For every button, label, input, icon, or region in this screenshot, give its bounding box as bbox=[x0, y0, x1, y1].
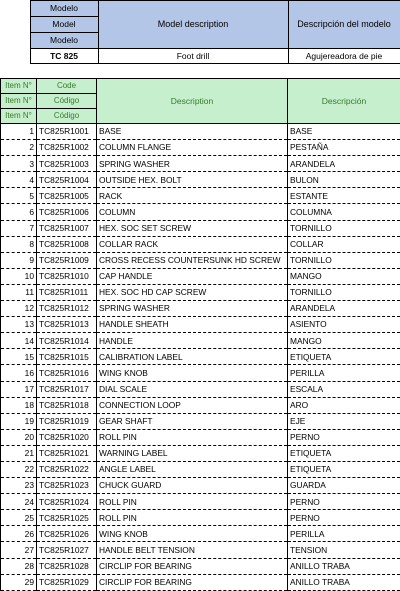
item-number-cell: 16 bbox=[1, 365, 37, 381]
item-number-header: Item N° bbox=[1, 94, 37, 109]
parts-header-row bbox=[1, 79, 400, 94]
part-code-cell: TC825R1020 bbox=[37, 429, 97, 445]
item-number-cell: 19 bbox=[1, 413, 37, 429]
table-row bbox=[1, 156, 400, 172]
part-description-es-cell: ASIENTO bbox=[288, 317, 400, 333]
part-description-cell: CROSS RECESS COUNTERSUNK HD SCREW bbox=[97, 252, 288, 268]
part-description-cell: HANDLE BELT TENSION bbox=[97, 542, 288, 558]
item-number-cell: 9 bbox=[1, 252, 37, 268]
part-description-cell: ROLL PIN bbox=[97, 429, 288, 445]
part-description-es-cell: COLLAR bbox=[288, 236, 400, 252]
table-row bbox=[1, 478, 400, 494]
item-number-cell: 6 bbox=[1, 204, 37, 220]
part-description-cell: HEX. SOC SET SCREW bbox=[97, 220, 288, 236]
model-description-header: Model description bbox=[98, 1, 288, 49]
part-description-cell: OUTSIDE HEX. BOLT bbox=[97, 172, 288, 188]
table-row bbox=[1, 558, 400, 574]
item-number-cell: 25 bbox=[1, 510, 37, 526]
part-description-es-cell: ETIQUETA bbox=[288, 349, 400, 365]
table-row bbox=[1, 510, 400, 526]
part-description-es-cell: MANGO bbox=[288, 268, 400, 284]
lead-cell bbox=[0, 33, 30, 49]
part-description-cell: WING KNOB bbox=[97, 526, 288, 542]
code-header: Code bbox=[37, 79, 97, 94]
parts-body bbox=[1, 124, 400, 591]
code-header: Código bbox=[37, 109, 97, 124]
table-row bbox=[1, 317, 400, 333]
table-row bbox=[1, 574, 400, 590]
part-code-cell: TC825R1027 bbox=[37, 542, 97, 558]
table-row bbox=[1, 236, 400, 252]
part-code-cell: TC825R1025 bbox=[37, 510, 97, 526]
part-code-cell: TC825R1004 bbox=[37, 172, 97, 188]
item-number-cell: 21 bbox=[1, 445, 37, 461]
part-description-es-cell: COLUMNA bbox=[288, 204, 400, 220]
part-code-cell: TC825R1019 bbox=[37, 413, 97, 429]
part-description-es-cell: BULON bbox=[288, 172, 400, 188]
model-label: Model bbox=[30, 17, 98, 33]
part-description-cell: SPRING WASHER bbox=[97, 156, 288, 172]
part-description-cell: ROLL PIN bbox=[97, 494, 288, 510]
part-code-cell: TC825R1012 bbox=[37, 301, 97, 317]
part-code-cell: TC825R1006 bbox=[37, 204, 97, 220]
item-number-cell: 22 bbox=[1, 461, 37, 477]
item-number-cell: 7 bbox=[1, 220, 37, 236]
model-code: TC 825 bbox=[30, 49, 98, 64]
part-description-es-cell: PERNO bbox=[288, 510, 400, 526]
part-code-cell: TC825R1003 bbox=[37, 156, 97, 172]
description-es-header: Descripción bbox=[288, 79, 400, 124]
part-description-es-cell: TORNILLO bbox=[288, 252, 400, 268]
part-description-cell: GEAR SHAFT bbox=[97, 413, 288, 429]
part-code-cell: TC825R1029 bbox=[37, 574, 97, 590]
item-number-cell: 20 bbox=[1, 429, 37, 445]
part-description-cell: HANDLE SHEATH bbox=[97, 317, 288, 333]
item-number-cell: 26 bbox=[1, 526, 37, 542]
table-row bbox=[1, 188, 400, 204]
table-row bbox=[1, 526, 400, 542]
part-code-cell: TC825R1002 bbox=[37, 140, 97, 156]
part-description-es-cell: ESCALA bbox=[288, 381, 400, 397]
part-description-cell: HEX. SOC HD CAP SCREW bbox=[97, 284, 288, 300]
part-code-cell: TC825R1021 bbox=[37, 445, 97, 461]
table-row bbox=[1, 494, 400, 510]
part-description-es-cell: TORNILLO bbox=[288, 284, 400, 300]
part-code-cell: TC825R1026 bbox=[37, 526, 97, 542]
table-row bbox=[1, 172, 400, 188]
part-code-cell: TC825R1007 bbox=[37, 220, 97, 236]
table-row bbox=[1, 445, 400, 461]
table-row bbox=[1, 140, 400, 156]
part-code-cell: TC825R1014 bbox=[37, 333, 97, 349]
part-code-cell: TC825R1015 bbox=[37, 349, 97, 365]
part-code-cell: TC825R1016 bbox=[37, 365, 97, 381]
table-row bbox=[1, 220, 400, 236]
item-number-cell: 11 bbox=[1, 284, 37, 300]
table-row bbox=[1, 284, 400, 300]
code-header: Código bbox=[37, 94, 97, 109]
part-description-es-cell: PERILLA bbox=[288, 526, 400, 542]
item-number-cell: 18 bbox=[1, 397, 37, 413]
part-description-es-cell: TORNILLO bbox=[288, 220, 400, 236]
part-description-cell: CALIBRATION LABEL bbox=[97, 349, 288, 365]
part-description-es-cell: BASE bbox=[288, 124, 400, 140]
part-description-es-cell: ETIQUETA bbox=[288, 445, 400, 461]
modelo-label: Modelo bbox=[30, 1, 98, 17]
part-description-es-cell: ARANDELA bbox=[288, 301, 400, 317]
model-description-es-value: Agujereadora de pie bbox=[288, 49, 400, 64]
part-description-cell: CIRCLIP FOR BEARING bbox=[97, 574, 288, 590]
item-number-cell: 4 bbox=[1, 172, 37, 188]
part-code-cell: TC825R1028 bbox=[37, 558, 97, 574]
table-row bbox=[1, 461, 400, 477]
item-number-cell: 15 bbox=[1, 349, 37, 365]
part-description-cell: ROLL PIN bbox=[97, 510, 288, 526]
part-description-es-cell: PERNO bbox=[288, 429, 400, 445]
table-row bbox=[1, 349, 400, 365]
part-description-cell: CAP HANDLE bbox=[97, 268, 288, 284]
part-description-cell: COLUMN bbox=[97, 204, 288, 220]
part-code-cell: TC825R1010 bbox=[37, 268, 97, 284]
part-code-cell: TC825R1001 bbox=[37, 124, 97, 140]
part-description-cell: CIRCLIP FOR BEARING bbox=[97, 558, 288, 574]
table-row bbox=[1, 413, 400, 429]
part-description-cell: CHUCK GUARD bbox=[97, 478, 288, 494]
part-description-es-cell: EJE bbox=[288, 413, 400, 429]
lead-cell bbox=[0, 17, 30, 33]
part-description-es-cell: ARO bbox=[288, 397, 400, 413]
table-row bbox=[1, 429, 400, 445]
part-description-cell: HANDLE bbox=[97, 333, 288, 349]
item-number-cell: 24 bbox=[1, 494, 37, 510]
part-description-cell: COLUMN FLANGE bbox=[97, 140, 288, 156]
part-description-cell: BASE bbox=[97, 124, 288, 140]
item-number-cell: 29 bbox=[1, 574, 37, 590]
part-description-es-cell: ANILLO TRABA bbox=[288, 558, 400, 574]
item-number-cell: 17 bbox=[1, 381, 37, 397]
item-number-cell: 8 bbox=[1, 236, 37, 252]
model-header-row bbox=[0, 1, 400, 17]
item-number-cell: 12 bbox=[1, 301, 37, 317]
table-row bbox=[1, 301, 400, 317]
description-header: Description bbox=[97, 79, 288, 124]
item-number-cell: 5 bbox=[1, 188, 37, 204]
part-code-cell: TC825R1013 bbox=[37, 317, 97, 333]
part-description-es-cell: TENSION bbox=[288, 542, 400, 558]
part-description-es-cell: ESTANTE bbox=[288, 188, 400, 204]
part-description-es-cell: PERILLA bbox=[288, 365, 400, 381]
modelo-label-2: Modelo bbox=[30, 33, 98, 49]
part-code-cell: TC825R1022 bbox=[37, 461, 97, 477]
part-description-cell: WING KNOB bbox=[97, 365, 288, 381]
table-row bbox=[1, 397, 400, 413]
table-row bbox=[1, 204, 400, 220]
lead-cell bbox=[0, 49, 30, 64]
item-number-cell: 3 bbox=[1, 156, 37, 172]
lead-cell bbox=[0, 1, 30, 17]
part-description-es-cell: ARANDELA bbox=[288, 156, 400, 172]
model-description-es-header: Descripción del modelo bbox=[288, 1, 400, 49]
part-description-es-cell: ANILLO TRABA bbox=[288, 574, 400, 590]
model-description-value: Foot drill bbox=[98, 49, 288, 64]
table-row bbox=[1, 381, 400, 397]
item-number-cell: 28 bbox=[1, 558, 37, 574]
part-description-es-cell: GUARDA bbox=[288, 478, 400, 494]
model-value-row bbox=[0, 49, 400, 64]
part-code-cell: TC825R1008 bbox=[37, 236, 97, 252]
item-number-cell: 27 bbox=[1, 542, 37, 558]
part-description-es-cell: ETIQUETA bbox=[288, 461, 400, 477]
item-number-cell: 10 bbox=[1, 268, 37, 284]
part-code-cell: TC825R1009 bbox=[37, 252, 97, 268]
part-description-cell: COLLAR RACK bbox=[97, 236, 288, 252]
part-code-cell: TC825R1023 bbox=[37, 478, 97, 494]
part-description-es-cell: MANGO bbox=[288, 333, 400, 349]
item-number-cell: 2 bbox=[1, 140, 37, 156]
table-row bbox=[1, 333, 400, 349]
table-row bbox=[1, 542, 400, 558]
item-number-header: Item N° bbox=[1, 79, 37, 94]
item-number-header: Item N° bbox=[1, 109, 37, 124]
part-description-cell: DIAL SCALE bbox=[97, 381, 288, 397]
table-row bbox=[1, 268, 400, 284]
part-code-cell: TC825R1018 bbox=[37, 397, 97, 413]
item-number-cell: 14 bbox=[1, 333, 37, 349]
part-code-cell: TC825R1024 bbox=[37, 494, 97, 510]
part-description-es-cell: PESTAÑA bbox=[288, 140, 400, 156]
part-description-cell: CONNECTION LOOP bbox=[97, 397, 288, 413]
part-description-cell: SPRING WASHER bbox=[97, 301, 288, 317]
item-number-cell: 13 bbox=[1, 317, 37, 333]
part-description-cell: WARNING LABEL bbox=[97, 445, 288, 461]
part-description-cell: ANGLE LABEL bbox=[97, 461, 288, 477]
table-row bbox=[1, 365, 400, 381]
part-description-cell: RACK bbox=[97, 188, 288, 204]
part-code-cell: TC825R1011 bbox=[37, 284, 97, 300]
table-row bbox=[1, 124, 400, 140]
item-number-cell: 1 bbox=[1, 124, 37, 140]
table-row bbox=[1, 252, 400, 268]
part-code-cell: TC825R1005 bbox=[37, 188, 97, 204]
item-number-cell: 23 bbox=[1, 478, 37, 494]
model-table bbox=[0, 0, 400, 64]
parts-table bbox=[0, 78, 400, 591]
part-description-es-cell: PERNO bbox=[288, 494, 400, 510]
part-code-cell: TC825R1017 bbox=[37, 381, 97, 397]
